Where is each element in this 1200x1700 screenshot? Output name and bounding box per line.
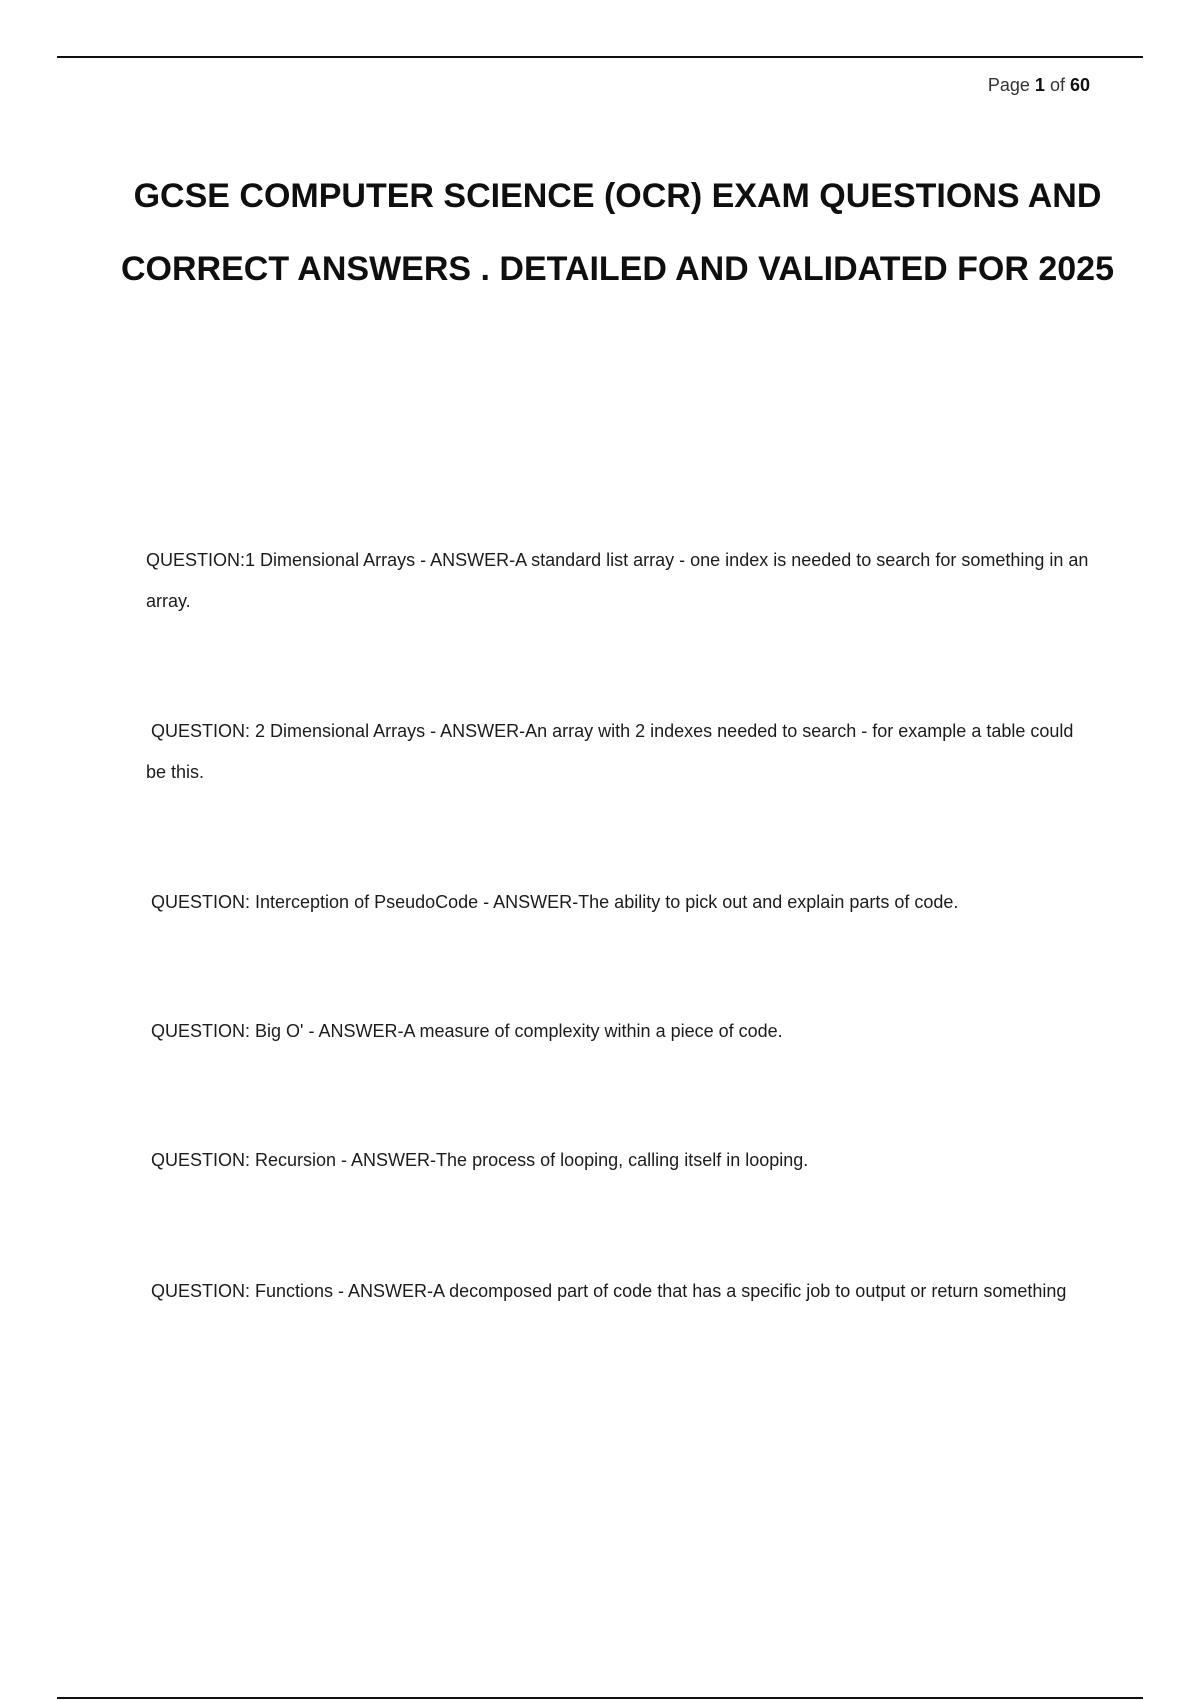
header-rule: [57, 56, 1143, 58]
qa-item-2-dimensional-arrays: QUESTION: 2 Dimensional Arrays - ANSWER-An array with 2 indexes needed to search - for example a table could be this.: [146, 721, 1074, 782]
document-title: GCSE COMPUTER SCIENCE (OCR) EXAM QUESTIONS AND CORRECT ANSWERS . DETAILED AND VALIDATED FOR 2025: [121, 177, 1114, 288]
qa-item-functions: QUESTION: Functions - ANSWER-A decomposed part of code that has a specific job to output or return something: [151, 1281, 1067, 1301]
page-current: 1: [1034, 75, 1045, 95]
page-number: [988, 75, 1090, 96]
footer-rule: [57, 1697, 1143, 1699]
page-prefix: Page: [987, 75, 1030, 95]
page-of: of: [1049, 75, 1065, 95]
qa-item-1-dimensional-arrays: QUESTION:1 Dimensional Arrays - ANSWER-A standard list array - one index is needed to search for something in an array.: [146, 550, 1089, 611]
qa-item-pseudocode: QUESTION: Interception of PseudoCode - ANSWER-The ability to pick out and explain parts of code.: [151, 892, 959, 912]
page-total: 60: [1069, 75, 1090, 95]
qa-item-recursion: QUESTION: Recursion - ANSWER-The process of looping, calling itself in looping.: [151, 1150, 809, 1170]
qa-item-big-o: QUESTION: Big O' - ANSWER-A measure of complexity within a piece of code.: [151, 1021, 783, 1041]
